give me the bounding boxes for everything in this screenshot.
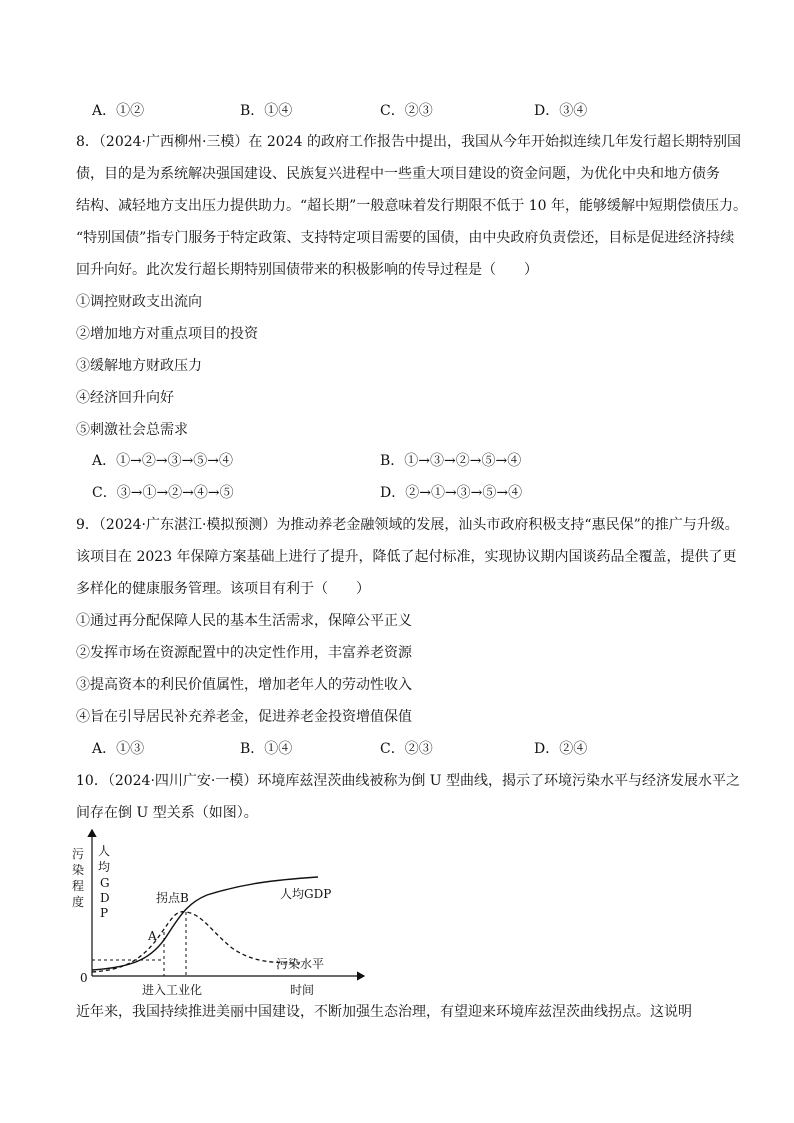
q10-after-text: 近年来，我国持续推进美丽中国建设，不断加强生态治理，有望迎来环境库兹涅茨曲线拐点。这说明 bbox=[76, 1004, 692, 1020]
q8-stem-line: “特别国债”指专门服务于特定政策、支持特定项目需要的国债，由中央政府负责偿还，目标是促进经济持续 bbox=[76, 230, 735, 246]
y-label-char: 人 bbox=[98, 844, 111, 858]
q10-stem-line: 间存在倒 U 型关系（如图）。 bbox=[76, 805, 258, 821]
y-label-char: 染 bbox=[72, 863, 85, 877]
q9-stem-line: 该项目在 2023 年保障方案基础上进行了提升，降低了起付标准，实现协议期内国谈药品全覆盖，提供了更 bbox=[76, 549, 737, 565]
label-industrialization: 进入工业化 bbox=[142, 983, 203, 997]
q8-option-c[interactable]: C．③→①→②→④→⑤ bbox=[92, 485, 234, 501]
q8-item: ③缓解地方财政压力 bbox=[76, 358, 202, 374]
y-label-char: D bbox=[100, 891, 110, 905]
kuznets-curve-figure bbox=[72, 822, 372, 1000]
q10-stem-line: 10．（2024·四川广安·一模）环境库兹涅茨曲线被称为倒 U 型曲线，揭示了环境污染水平与经济发展水平之 bbox=[76, 773, 741, 789]
q8-item: ②增加地方对重点项目的投资 bbox=[76, 326, 258, 342]
q7-option-d[interactable]: D．③④ bbox=[534, 103, 588, 119]
q9-item: ④旨在引导居民补充养老金，促进养老金投资增值保值 bbox=[76, 709, 412, 725]
q8-option-b[interactable]: B．①→③→②→⑤→④ bbox=[380, 453, 522, 469]
pollution-curve bbox=[92, 912, 300, 972]
q9-option-c[interactable]: C．②③ bbox=[380, 741, 433, 757]
q8-stem-line: 结构、减轻地方支出压力提供助力。“超长期”一般意味着发行期限不低于 10 年，能够缓解中短期偿债压力。 bbox=[76, 198, 748, 214]
y-label-char: 程 bbox=[72, 879, 85, 893]
q9-stem-line: 多样化的健康服务管理。该项目有利于（ ） bbox=[76, 581, 370, 597]
y-axis-label-pollution bbox=[72, 847, 84, 909]
q9-option-d[interactable]: D．②④ bbox=[534, 741, 588, 757]
q7-option-b[interactable]: B．①④ bbox=[240, 103, 293, 119]
y-label-char: 度 bbox=[72, 895, 85, 909]
q7-option-a[interactable]: A．①② bbox=[92, 103, 145, 119]
q8-option-a[interactable]: A．①→②→③→⑤→④ bbox=[92, 453, 234, 469]
q8-item: ①调控财政支出流向 bbox=[76, 294, 202, 310]
label-turning-point: 拐点B bbox=[156, 891, 189, 905]
label-a: A bbox=[148, 929, 157, 943]
label-origin: 0 bbox=[80, 971, 88, 985]
y-label-char: P bbox=[100, 906, 109, 920]
y-axis-label-gdp bbox=[98, 844, 110, 920]
y-label-char: 均 bbox=[98, 860, 111, 874]
q8-stem-line: 回升向好。此次发行超长期特别国债带来的积极影响的传导过程是（ ） bbox=[76, 262, 538, 278]
q9-option-b[interactable]: B．①④ bbox=[240, 741, 293, 757]
q9-item: ③提高资本的利民价值属性，增加老年人的劳动性收入 bbox=[76, 677, 412, 693]
y-label-char: 污 bbox=[72, 847, 85, 861]
q8-stem-line: 8．（2024·广西柳州·三模）在 2024 的政府工作报告中提出，我国从今年开始拟连续几年发行超长期特别国 bbox=[76, 134, 741, 150]
q9-item: ②发挥市场在资源配置中的决定性作用，丰富养老资源 bbox=[76, 645, 412, 661]
y-label-char: G bbox=[100, 876, 110, 890]
q9-stem-line: 9．（2024·广东湛江·模拟预测）为推动养老金融领域的发展，汕头市政府积极支持“惠民保”的推广与升级。 bbox=[76, 517, 739, 533]
label-pollution-curve: 污染水平 bbox=[276, 957, 325, 971]
q9-option-a[interactable]: A．①③ bbox=[92, 741, 145, 757]
q8-item: ④经济回升向好 bbox=[76, 390, 174, 406]
q9-item: ①通过再分配保障人民的基本生活需求，保障公平正义 bbox=[76, 613, 412, 629]
q8-item: ⑤刺激社会总需求 bbox=[76, 422, 188, 438]
label-gdp-curve: 人均GDP bbox=[280, 887, 332, 901]
q8-option-d[interactable]: D．②→①→③→⑤→④ bbox=[380, 485, 523, 501]
q8-stem-line: 债，目的是为系统解决强国建设、民族复兴进程中一些重大项目建设的资金问题，为优化中央和地方债务 bbox=[76, 166, 720, 182]
q7-option-c[interactable]: C．②③ bbox=[380, 103, 433, 119]
label-time: 时间 bbox=[290, 983, 315, 997]
